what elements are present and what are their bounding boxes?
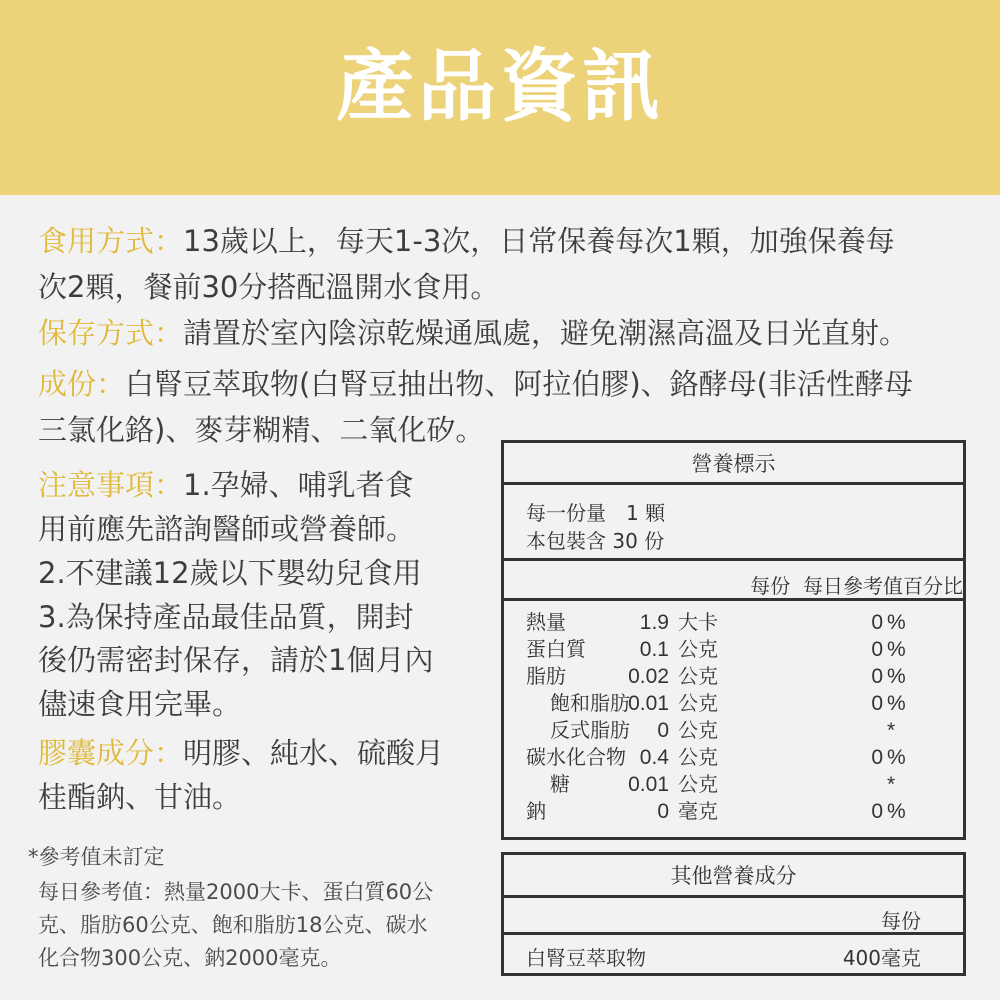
nutrient-name: 脂肪 xyxy=(526,664,566,688)
nutrient-name: 糖 xyxy=(550,772,570,796)
serving-info xyxy=(504,485,963,561)
footnote-line-2: 每日參考值：熱量2000大卡、蛋白質60公 xyxy=(38,880,434,904)
nutrient-name: 蛋白質 xyxy=(526,637,586,661)
other-nutrition-table xyxy=(501,852,966,976)
nutrient-pct: 0 xyxy=(871,638,883,661)
usage-label: 食用方式： xyxy=(38,224,184,258)
nutrient-pct-symbol: % xyxy=(887,692,906,715)
nutrient-pct-symbol: % xyxy=(887,746,906,769)
nutrient-name: 熱量 xyxy=(526,610,566,634)
ingredients-line-1 xyxy=(38,367,913,401)
nutrient-pct-symbol: % xyxy=(887,800,906,823)
nutrient-pct-symbol: % xyxy=(887,611,906,634)
nutrient-pct: 0 xyxy=(871,800,883,823)
capsule-label: 膠囊成分： xyxy=(38,736,184,770)
nutrient-amount: 0.01 xyxy=(628,773,669,796)
nutrient-unit: 公克 xyxy=(678,691,718,715)
nutrient-amount: 0.01 xyxy=(628,692,669,715)
header-banner xyxy=(0,0,1000,195)
notes-line-5: 後仍需密封保存，請於1個月內 xyxy=(38,643,434,677)
nutrition-row xyxy=(504,663,963,690)
servings-per-pack: 本包裝含 30 份 xyxy=(526,529,665,553)
notes-text-1: 1.孕婦、哺乳者食 xyxy=(183,468,414,502)
ingredients-text-1: 白腎豆萃取物(白腎豆抽出物、阿拉伯膠)、鉻酵母(非活性酵母 xyxy=(125,367,913,401)
footnote-line-1: *參考值未訂定 xyxy=(28,845,165,869)
notes-line-6: 儘速食用完畢。 xyxy=(38,687,242,721)
nutrient-amount: 0.1 xyxy=(639,638,669,661)
nutrient-name: 鈉 xyxy=(526,799,546,823)
nutrient-unit: 大卡 xyxy=(678,610,718,634)
nutrient-unit: 毫克 xyxy=(678,799,718,823)
nutrition-row xyxy=(504,609,963,636)
nutrient-unit: 公克 xyxy=(678,772,718,796)
notes-line-4: 3.為保持產品最佳品質，開封 xyxy=(38,600,414,634)
nutrient-unit: 公克 xyxy=(678,745,718,769)
usage-text-1: 13歲以上，每天1-3次，日常保養每次1顆，加強保養每 xyxy=(183,224,895,258)
nutrient-amount: 0.4 xyxy=(639,746,669,769)
capsule-text-1: 明膠、純水、硫酸月 xyxy=(183,736,445,770)
page-title: 產品資訊 xyxy=(335,42,664,132)
nutrition-column-header xyxy=(504,561,963,601)
nutrient-unit: 公克 xyxy=(678,637,718,661)
nutrient-name: 反式脂肪 xyxy=(550,718,630,742)
nutrient-unit: 公克 xyxy=(678,664,718,688)
footnote-line-4: 化合物300公克、鈉2000毫克。 xyxy=(38,946,342,970)
nutrition-row xyxy=(504,771,963,798)
notes-label: 注意事項： xyxy=(38,468,184,502)
nutrient-unit: 公克 xyxy=(678,718,718,742)
nutrition-title: 營養標示 xyxy=(504,443,963,485)
nutrition-facts-table xyxy=(501,440,966,840)
other-nutrition-title: 其他營養成分 xyxy=(504,855,963,898)
nutrient-pct: 0 xyxy=(871,746,883,769)
nutrient-pct: 0 xyxy=(871,665,883,688)
nutrient-amount: 0.02 xyxy=(628,665,669,688)
usage-line-1 xyxy=(38,224,895,258)
nutrition-row xyxy=(504,690,963,717)
nutrition-row xyxy=(504,636,963,663)
nutrient-amount: 1.9 xyxy=(639,611,669,634)
nutrient-pct: 0 xyxy=(871,611,883,634)
serving-size: 每一份量 1 顆 xyxy=(526,501,666,525)
nutrition-rows xyxy=(504,601,963,837)
nutrition-row xyxy=(504,744,963,771)
other-nutrition-column-header xyxy=(504,898,963,935)
storage-text: 請置於室內陰涼乾燥通風處，避免潮濕高溫及日光直射。 xyxy=(183,316,909,350)
nutrient-name: 飽和脂肪 xyxy=(550,691,630,715)
notes-line-3: 2.不建議12歲以下嬰幼兒食用 xyxy=(38,556,422,590)
storage-label: 保存方式： xyxy=(38,316,184,350)
notes-line-2: 用前應先諮詢醫師或營養師。 xyxy=(38,512,416,546)
ingredients-label: 成份： xyxy=(38,367,126,401)
nutrient-name: 碳水化合物 xyxy=(526,745,626,769)
nutrient-amount: 0 xyxy=(657,719,669,742)
nutrition-row xyxy=(504,798,963,825)
other-nutrient-name: 白腎豆萃取物 xyxy=(526,946,646,970)
nutrient-pct: 0 xyxy=(871,692,883,715)
nutrient-pct-symbol: * xyxy=(887,719,896,742)
ingredients-line-2: 三氯化鉻)、麥芽糊精、二氧化矽。 xyxy=(38,413,485,447)
nutrient-pct-symbol: * xyxy=(887,773,896,796)
capsule-line-2: 桂酯鈉、甘油。 xyxy=(38,780,242,814)
nutrient-pct-symbol: % xyxy=(887,638,906,661)
capsule-line-1 xyxy=(38,736,445,770)
usage-line-2: 次2顆，餐前30分搭配溫開水食用。 xyxy=(38,270,500,304)
nutrition-row xyxy=(504,717,963,744)
other-nutrition-row xyxy=(504,935,963,973)
footnote-line-3: 克、脂肪60公克、飽和脂肪18公克、碳水 xyxy=(38,913,428,937)
nutrient-amount: 0 xyxy=(657,800,669,823)
column-header-text: 每份 每日參考值百分比 xyxy=(750,574,963,598)
other-nutrient-value: 400毫克 xyxy=(842,946,921,970)
per-serving-header: 每份 xyxy=(881,909,921,933)
storage-line xyxy=(38,316,909,350)
nutrient-pct-symbol: % xyxy=(887,665,906,688)
notes-line-1 xyxy=(38,468,414,502)
